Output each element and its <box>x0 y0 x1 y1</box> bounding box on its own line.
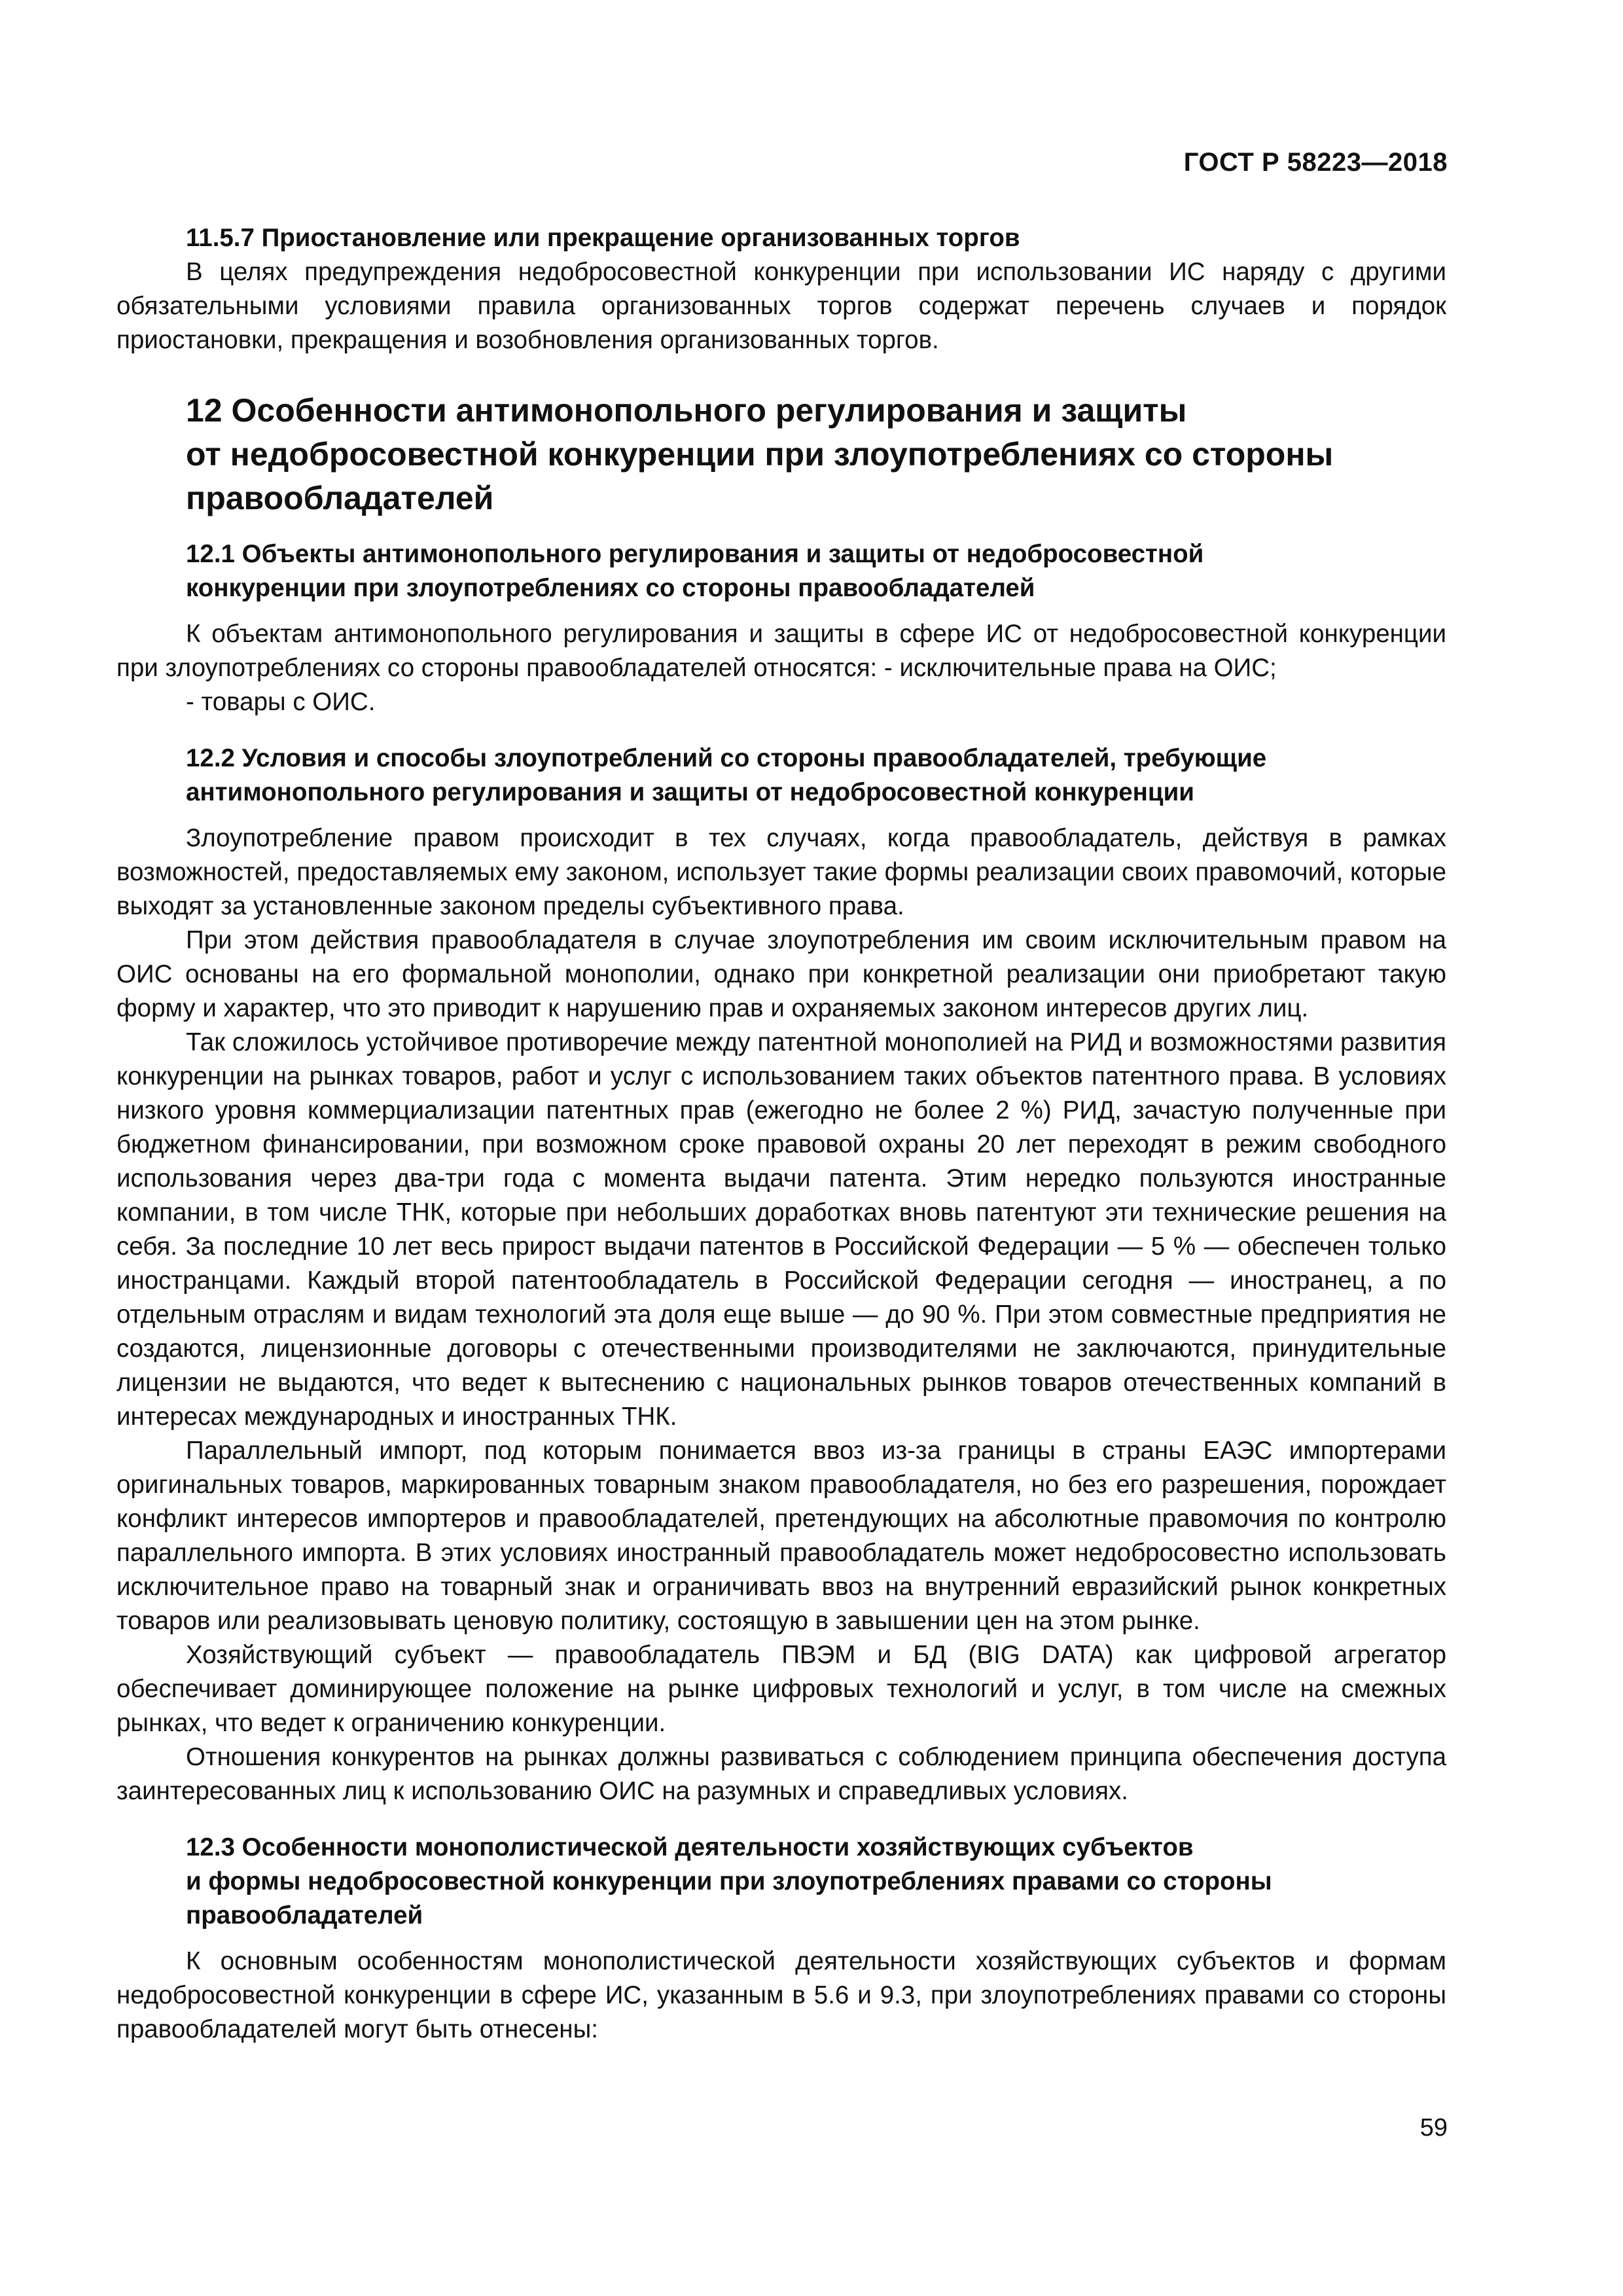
paragraph: К объектам антимонопольного регулирования и защиты в сфере ИС от недобросовестной конкуренции при злоупотреблениях со стороны правообладателей относятся: - исключительные права на ОИС; <box>116 620 1446 682</box>
paragraph: - товары с ОИС. <box>186 688 376 716</box>
subsection-heading-line: 12.1 Объекты антимонопольного регулирования и защиты от недобросовестной <box>186 540 1204 568</box>
section-heading-line: правообладателей <box>186 480 494 516</box>
subsection-heading-line: 12.3 Особенности монополистической деятельности хозяйствующих субъектов <box>186 1833 1194 1861</box>
page-number: 59 <box>1419 2114 1448 2142</box>
subsection-heading-line: и формы недобросовестной конкуренции при злоупотреблениях правами со стороны <box>186 1867 1272 1895</box>
subsection-heading-line: 12.2 Условия и способы злоупотреблений со стороны правообладателей, требующие <box>186 744 1267 772</box>
subsection-heading-line: конкуренции при злоупотреблениях со стороны правообладателей <box>186 574 1035 602</box>
paragraph: В целях предупреждения недобросовестной конкуренции при использовании ИС наряду с другими обязательными условиями правила организованных торгов содержат перечень случаев и порядок приостановки, прекращения и возобновления организованных торгов. <box>116 258 1446 354</box>
subsection-heading-line: антимонопольного регулирования и защиты от недобросовестной конкуренции <box>186 778 1194 806</box>
section-12-2 <box>116 742 1446 1808</box>
paragraph: Злоупотребление правом происходит в тех случаях, когда правообладатель, действуя в рамках возможностей, предоставляемых ему законом, использует такие формы реализации своих правомочий, которые выходят за установленные законом пределы субъективного права. <box>116 824 1446 920</box>
paragraph: Так сложилось устойчивое противоречие между патентной монополией на РИД и возможностями развития конкуренции на рынках товаров, работ и услуг с использованием таких объектов патентного права. В условиях низкого уровня коммерциализации патентных прав (ежегодно не более 2 %) РИД, зачастую полученные при бюджетном финансировании, при возможном сроке правовой охраны 20 лет переходят в режим свободного использования через два-три года с момента выдачи патента. Этим нередко пользуются иностранные компании, в том числе ТНК, которые при небольших доработках вновь патентуют эти технические решения на себя. За последние 10 лет весь прирост выдачи патентов в Российской Федерации — 5 % — обеспечен только иностранцами. Каждый второй патентообладатель в Российской Федерации сегодня — иностранец, а по отдельным отраслям и видам технологий эта доля еще выше — до 90 %. При этом совместные предприятия не создаются, лицензионные договоры с отечественными производителями не заключаются, принудительные лицензии не выдаются, что ведет к вытеснению с национальных рынков товаров отечественных компаний в интересах международных и иностранных ТНК. <box>116 1028 1446 1431</box>
section-heading-line: 12 Особенности антимонопольного регулирования и защиты <box>186 392 1187 429</box>
paragraph: Хозяйствующий субъект — правообладатель ПВЭМ и БД (BIG DATA) как цифровой агрегатор обеспечивает доминирующее положение на рынке цифровых технологий и услуг, в том числе на смежных рынках, что ведет к ограничению конкуренции. <box>116 1641 1446 1737</box>
section-12-1 <box>116 537 1446 719</box>
section-heading: 11.5.7 Приостановление или прекращение организованных торгов <box>186 224 1020 252</box>
paragraph: К основным особенностям монополистической деятельности хозяйствующих субъектов и формам недобросовестной конкуренции в сфере ИС, указанным в 5.6 и 9.3, при злоупотреблениях правами со стороны правообладателей могут быть отнесены: <box>116 1947 1446 2043</box>
document-body <box>116 221 1446 2047</box>
paragraph: Параллельный импорт, под которым понимается ввоз из-за границы в страны ЕАЭС импортерами оригинальных товаров, маркированных товарным знаком правообладателя, но без его разрешения, порождает конфликт интересов импортеров и правообладателей, претендующих на абсолютные правомочия по контролю параллельного импорта. В этих условиях иностранный правообладатель может недобросовестно использовать исключительное право на товарный знак и ограничивать ввоз на внутренний евразийский рынок конкретных товаров или реализовывать ценовую политику, состоящую в завышении цен на этом рынке. <box>116 1437 1446 1635</box>
standard-code: ГОСТ Р 58223—2018 <box>1183 148 1448 177</box>
paragraph: При этом действия правообладателя в случае злоупотребления им своим исключительным правом на ОИС основаны на его формальной монополии, однако при конкретной реализации они приобретают такую форму и характер, что это приводит к нарушению прав и охраняемых законом интересов других лиц. <box>116 926 1446 1022</box>
section-11-5-7 <box>116 221 1446 357</box>
paragraph: Отношения конкурентов на рынках должны развиваться с соблюдением принципа обеспечения доступа заинтересованных лиц к использованию ОИС на разумных и справедливых условиях. <box>116 1743 1446 1805</box>
subsection-heading-line: правообладателей <box>186 1901 423 1929</box>
section-12-heading <box>116 389 1446 520</box>
section-12-3 <box>116 1831 1446 2047</box>
section-heading-line: от недобросовестной конкуренции при злоупотреблениях со стороны <box>186 436 1334 473</box>
